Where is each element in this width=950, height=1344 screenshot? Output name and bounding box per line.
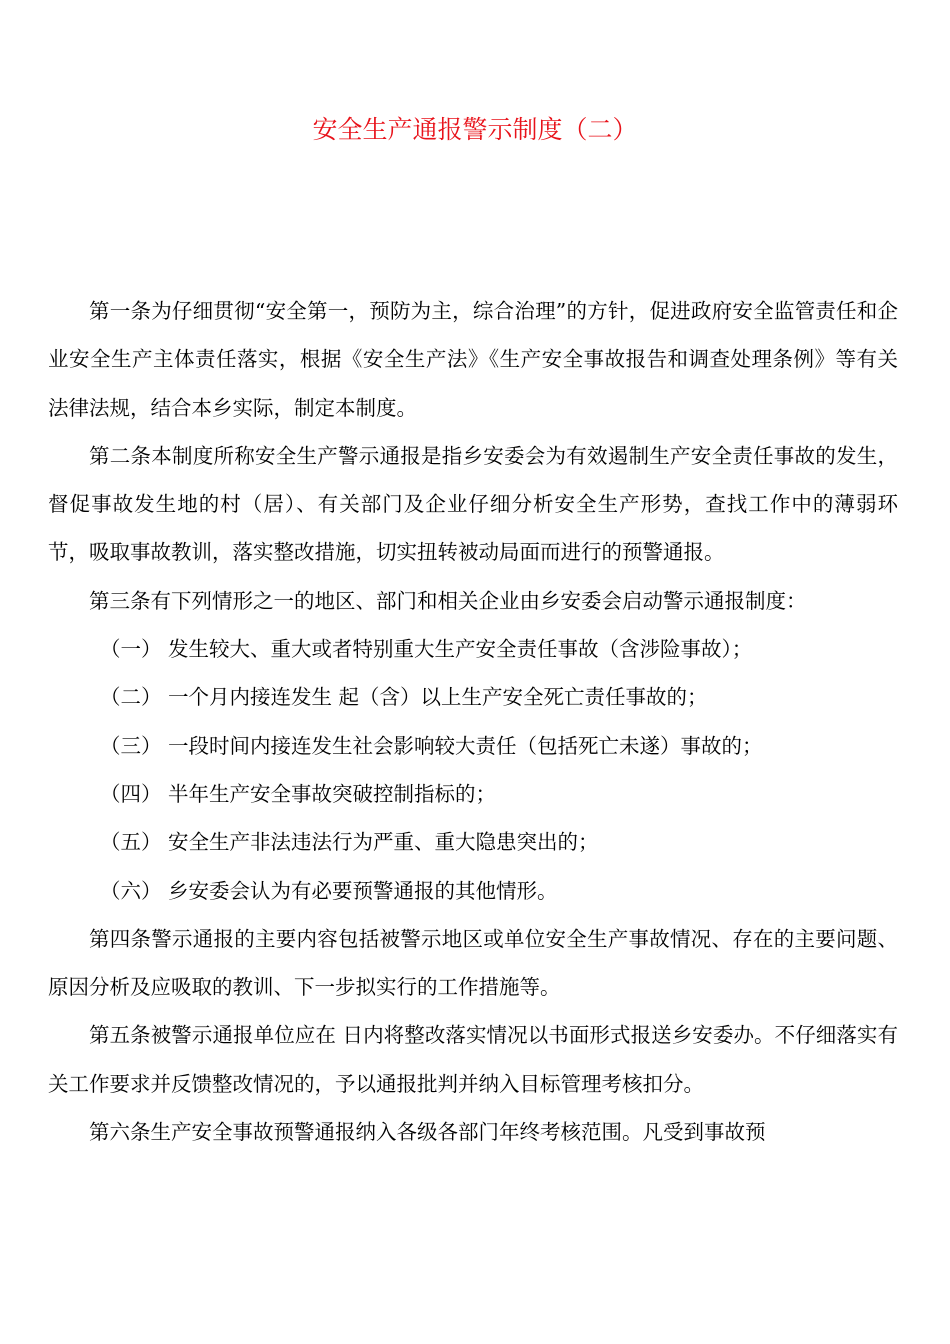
list-item: （一） 发生较大、重大或者特别重大生产安全责任事故（含涉险事故）；: [100, 637, 753, 662]
list-item: （五） 安全生产非法违法行为严重、重大隐患突出的；: [100, 830, 599, 855]
article-1-paragraph: 第一条为仔细贯彻“安全第一，预防为主，综合治理”的方针，促进政府安全监管责任和企业安全生产主体责任落实，根据《安全生产法》《生产安全事故报告和调查处理条例》等有关法律法规，结合本乡实际，制定本制度。: [48, 299, 898, 420]
article-5-paragraph: 第五条被警示通报单位应在 日内将整改落实情况以书面形式报送乡安委办。不仔细落实有关工作要求并反馈整改情况的，予以通报批判并纳入目标管理考核扣分。: [48, 1023, 898, 1096]
list-item: （四） 半年生产安全事故突破控制指标的；: [100, 781, 497, 806]
document-title: 安全生产通报警示制度（二）: [312, 115, 638, 144]
article-2-paragraph: 第二条本制度所称安全生产警示通报是指乡安委会为有效遏制生产安全责任事故的发生，督促事故发生地的村（居）、有关部门及企业仔细分析安全生产形势，查找工作中的薄弱环节，吸取事故教训，落实整改措施，切实扭转被动局面而进行的预警通报。: [48, 443, 898, 565]
article-6-paragraph: 第六条生产安全事故预警通报纳入各级各部门年终考核范围。凡受到事故预: [89, 1120, 766, 1145]
document-body: [48, 287, 898, 1156]
article-3-paragraph: 第三条有下列情形之一的地区、部门和相关企业由乡安委会启动警示通报制度：: [89, 588, 807, 613]
article-4-paragraph: 第四条警示通报的主要内容包括被警示地区或单位安全生产事故情况、存在的主要问题、原因分析及应吸取的教训、下一步拟实行的工作措施等。: [48, 926, 898, 1000]
list-item: （三） 一段时间内接连发生社会影响较大责任（包括死亡未遂）事故的；: [100, 733, 763, 758]
list-item: （二） 一个月内接连发生 起（含）以上生产安全死亡责任事故的；: [100, 685, 708, 710]
list-item: （六） 乡安委会认为有必要预警通报的其他情形。: [100, 878, 558, 903]
